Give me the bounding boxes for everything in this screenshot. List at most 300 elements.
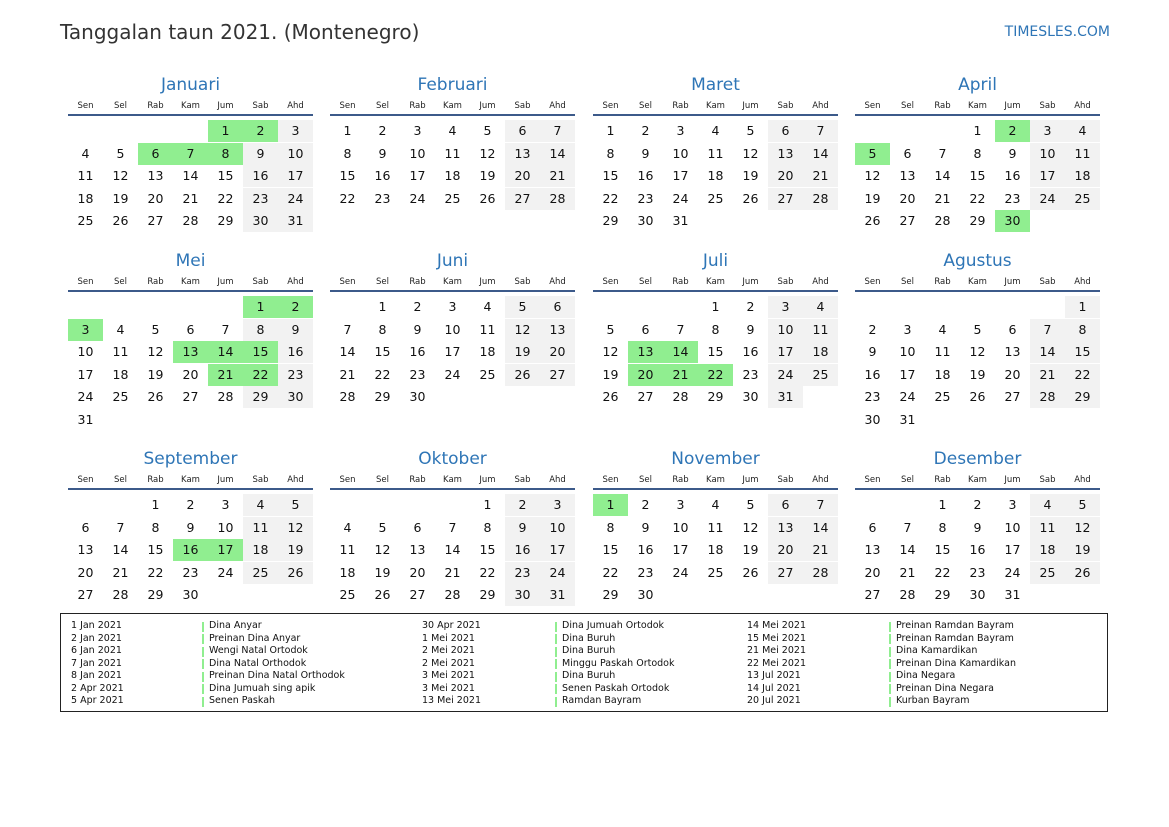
- day-cell: 31: [540, 584, 575, 606]
- weekday-header: Jum: [1004, 101, 1021, 111]
- holiday-name: Senen Paskah: [209, 695, 276, 706]
- holiday-marker: [889, 634, 891, 644]
- weekday-header: Sab: [1039, 475, 1056, 485]
- day-cell: 18: [707, 168, 724, 183]
- holiday-row: [61, 645, 1107, 658]
- month-maret: [593, 74, 838, 274]
- weekday-header: Ahd: [549, 277, 566, 287]
- month-title: Mei: [175, 251, 206, 271]
- day-cell: 23: [1004, 190, 1021, 206]
- day-cell: 25: [1065, 188, 1100, 210]
- day-cell: 3: [278, 120, 313, 142]
- day-cell: 1: [938, 497, 947, 512]
- day-cell: 16: [278, 341, 313, 363]
- day-cell: 23: [409, 366, 426, 382]
- header-divider: [855, 114, 1100, 116]
- day-cell: 6: [186, 321, 195, 337]
- day-cell: 4: [1030, 494, 1065, 516]
- weekday-header: Sen: [864, 277, 881, 287]
- header-divider: [593, 290, 838, 292]
- weekday-header: Jum: [479, 475, 496, 485]
- day-cell: 5: [378, 519, 387, 535]
- day-cell: 19: [602, 366, 619, 382]
- day-cell: 3: [540, 494, 575, 516]
- day-cell: 15: [602, 168, 619, 183]
- month-title: Juni: [436, 251, 469, 271]
- month-januari: [68, 74, 313, 274]
- day-cell: 30: [637, 213, 654, 228]
- day-cell: 30: [742, 389, 759, 404]
- day-cell: 15: [339, 168, 356, 183]
- day-cell: 31: [1004, 587, 1021, 602]
- day-cell: 27: [182, 389, 199, 404]
- day-cell: 12: [742, 519, 759, 535]
- holiday-name: Dina Anyar: [209, 620, 262, 631]
- day-cell: 4: [116, 321, 125, 337]
- day-cell: 11: [707, 519, 724, 535]
- day-cell: 27: [505, 188, 540, 210]
- day-cell: 20: [864, 564, 881, 580]
- day-cell: 5: [151, 321, 160, 337]
- day-cell: 12: [278, 517, 313, 539]
- day-cell: 14: [112, 542, 129, 557]
- day-cell: 31: [899, 411, 916, 427]
- weekday-header: Sen: [77, 101, 94, 111]
- day-cell: 11: [339, 542, 356, 557]
- day-cell: 17: [672, 168, 689, 183]
- day-cell: 29: [217, 213, 234, 228]
- day-cell: 13: [768, 143, 803, 165]
- day-cell: 20: [77, 564, 94, 580]
- holiday-date: 14 Jul 2021: [747, 682, 801, 694]
- day-cell: 29: [243, 386, 278, 408]
- day-cell: 28: [672, 389, 689, 404]
- weekday-header: Kam: [443, 475, 462, 485]
- day-cell: 16: [864, 366, 881, 382]
- day-cell: 8: [343, 145, 352, 161]
- header-divider: [330, 114, 575, 116]
- day-cell: 20: [409, 564, 426, 580]
- day-cell: 26: [278, 562, 313, 584]
- holiday-row: [61, 683, 1107, 696]
- day-cell: 24: [672, 190, 689, 206]
- day-cell: 7: [676, 321, 685, 337]
- day-cell: 4: [81, 145, 90, 161]
- weekday-header: Jum: [1004, 277, 1021, 287]
- day-cell: 15: [479, 542, 496, 557]
- day-cell: 12: [969, 344, 986, 359]
- weekday-header: Rab: [147, 277, 164, 287]
- day-cell: 1: [483, 497, 492, 512]
- day-cell: 6: [641, 321, 650, 337]
- day-cell: 15: [969, 168, 986, 183]
- day-cell: 14: [444, 542, 461, 557]
- weekday-header: Rab: [409, 277, 426, 287]
- holiday-date: 2 Apr 2021: [71, 682, 124, 694]
- day-cell: 3: [676, 123, 685, 138]
- day-cell: 13: [409, 542, 426, 557]
- weekday-header: Sen: [864, 475, 881, 485]
- weekday-header: Sel: [114, 475, 127, 485]
- day-cell: 25: [934, 389, 951, 404]
- day-cell: 21: [444, 564, 461, 580]
- day-cell: 20: [768, 539, 803, 561]
- day-cell: 23: [742, 366, 759, 382]
- holiday-day-cell: 1: [243, 296, 278, 318]
- day-cell: 9: [868, 344, 877, 359]
- weekday-header: Jum: [742, 101, 759, 111]
- holiday-name: Preinan Dina Negara: [896, 682, 994, 694]
- day-cell: 29: [602, 587, 619, 602]
- day-cell: 4: [938, 321, 947, 337]
- holiday-day-cell: 13: [173, 341, 208, 363]
- day-cell: 15: [147, 542, 164, 557]
- day-cell: 15: [374, 344, 391, 359]
- day-cell: 29: [969, 213, 986, 228]
- day-cell: 5: [278, 494, 313, 516]
- weekday-header: Ahd: [812, 475, 829, 485]
- day-cell: 19: [742, 168, 759, 183]
- day-cell: 2: [973, 497, 982, 512]
- weekday-header: Sen: [602, 475, 619, 485]
- day-cell: 7: [221, 321, 230, 337]
- holiday-date: 1 Jan 2021: [71, 620, 122, 631]
- day-cell: 28: [803, 562, 838, 584]
- day-cell: 21: [112, 564, 129, 580]
- weekday-header: Kam: [443, 101, 462, 111]
- day-cell: 30: [637, 587, 654, 602]
- day-cell: 7: [116, 519, 125, 535]
- holiday-row: [61, 633, 1107, 646]
- weekday-header: Sen: [602, 101, 619, 111]
- day-cell: 24: [768, 364, 803, 386]
- month-juli: [593, 250, 838, 450]
- site-link[interactable]: TIMESLES.COM: [1004, 24, 1110, 40]
- day-cell: 5: [746, 497, 755, 512]
- weekday-header: Jum: [217, 277, 234, 287]
- day-cell: 6: [903, 145, 912, 161]
- day-cell: 23: [637, 564, 654, 580]
- weekday-header: Sen: [77, 277, 94, 287]
- day-cell: 14: [803, 517, 838, 539]
- header-divider: [855, 488, 1100, 490]
- day-cell: 28: [934, 213, 951, 228]
- day-cell: 8: [243, 319, 278, 341]
- holiday-date: 30 Apr 2021: [422, 620, 481, 631]
- day-cell: 11: [444, 145, 461, 161]
- day-cell: 7: [343, 321, 352, 337]
- weekday-header: Sel: [639, 475, 652, 485]
- weekday-header: Sab: [1039, 277, 1056, 287]
- holiday-name: Preinan Dina Anyar: [209, 632, 301, 644]
- day-cell: 10: [1004, 519, 1021, 535]
- day-cell: 12: [112, 168, 129, 183]
- day-cell: 12: [864, 168, 881, 183]
- day-cell: 22: [934, 564, 951, 580]
- holiday-date: 8 Jan 2021: [71, 670, 122, 681]
- day-cell: 26: [864, 213, 881, 228]
- day-cell: 28: [899, 587, 916, 602]
- holiday-day-cell: 2: [278, 296, 313, 318]
- holiday-name: Dina Buruh: [562, 632, 616, 644]
- weekday-header: Rab: [409, 475, 426, 485]
- day-cell: 6: [768, 120, 803, 142]
- weekday-header: Ahd: [549, 101, 566, 111]
- weekday-header: Sen: [339, 101, 356, 111]
- day-cell: 23: [374, 190, 391, 206]
- weekday-header: Sab: [514, 101, 531, 111]
- holiday-date: 22 Mei 2021: [747, 657, 806, 669]
- day-cell: 27: [768, 562, 803, 584]
- holiday-date: 14 Mei 2021: [747, 620, 806, 631]
- day-cell: 19: [969, 366, 986, 382]
- weekday-header: Sel: [114, 277, 127, 287]
- holiday-name: Kurban Bayram: [896, 695, 970, 706]
- day-cell: 8: [606, 145, 615, 161]
- day-cell: 20: [540, 341, 575, 363]
- day-cell: 21: [803, 539, 838, 561]
- day-cell: 13: [505, 143, 540, 165]
- weekday-header: Sel: [901, 277, 914, 287]
- day-cell: 16: [409, 344, 426, 359]
- holiday-date: 6 Jan 2021: [71, 645, 122, 656]
- day-cell: 17: [768, 341, 803, 363]
- weekday-header: Sab: [252, 277, 269, 287]
- day-cell: 11: [1030, 517, 1065, 539]
- day-cell: 22: [147, 564, 164, 580]
- day-cell: 9: [243, 143, 278, 165]
- weekday-header: Sel: [901, 475, 914, 485]
- day-cell: 15: [217, 168, 234, 183]
- holiday-day-cell: 17: [208, 539, 243, 561]
- month-februari: [330, 74, 575, 274]
- day-cell: 5: [116, 145, 125, 161]
- holiday-day-cell: 30: [995, 210, 1030, 232]
- holiday-name: Minggu Paskah Ortodok: [562, 657, 675, 669]
- holiday-row: [61, 695, 1107, 708]
- month-april: [855, 74, 1100, 274]
- day-cell: 2: [378, 123, 387, 138]
- day-cell: 10: [1030, 143, 1065, 165]
- day-cell: 27: [409, 587, 426, 602]
- day-cell: 10: [409, 145, 426, 161]
- month-title: Februari: [417, 75, 488, 95]
- month-juni: [330, 250, 575, 450]
- holiday-name: Dina Buruh: [562, 645, 616, 656]
- day-cell: 25: [444, 190, 461, 206]
- day-cell: 17: [1004, 542, 1021, 557]
- day-cell: 19: [505, 341, 540, 363]
- weekday-header: Sen: [339, 277, 356, 287]
- holiday-marker: [889, 697, 891, 707]
- day-cell: 26: [112, 213, 129, 228]
- day-cell: 14: [1030, 341, 1065, 363]
- day-cell: 8: [711, 321, 720, 337]
- holiday-date: 20 Jul 2021: [747, 695, 801, 706]
- header-divider: [68, 488, 313, 490]
- day-cell: 11: [479, 321, 496, 337]
- day-cell: 30: [864, 411, 881, 427]
- day-cell: 28: [1030, 386, 1065, 408]
- weekday-header: Kam: [181, 101, 200, 111]
- day-cell: 8: [151, 519, 160, 535]
- holiday-day-cell: 1: [208, 120, 243, 142]
- day-cell: 13: [899, 168, 916, 183]
- holiday-date: 13 Jul 2021: [747, 670, 801, 681]
- day-cell: 12: [479, 145, 496, 161]
- day-cell: 17: [409, 168, 426, 183]
- weekday-header: Kam: [706, 475, 725, 485]
- day-cell: 15: [707, 344, 724, 359]
- day-cell: 24: [444, 366, 461, 382]
- day-cell: 7: [803, 120, 838, 142]
- day-cell: 7: [803, 494, 838, 516]
- day-cell: 24: [409, 190, 426, 206]
- holiday-date: 15 Mei 2021: [747, 632, 806, 644]
- day-cell: 13: [540, 319, 575, 341]
- day-cell: 30: [182, 587, 199, 602]
- day-cell: 19: [742, 542, 759, 557]
- day-cell: 1: [378, 299, 387, 314]
- month-agustus: [855, 250, 1100, 450]
- weekday-header: Ahd: [549, 475, 566, 485]
- day-cell: 10: [540, 517, 575, 539]
- day-cell: 30: [243, 210, 278, 232]
- day-cell: 2: [641, 123, 650, 138]
- day-cell: 29: [934, 587, 951, 602]
- day-cell: 27: [540, 364, 575, 386]
- day-cell: 8: [378, 321, 387, 337]
- holiday-day-cell: 8: [208, 143, 243, 165]
- day-cell: 22: [1065, 364, 1100, 386]
- weekday-header: Kam: [181, 475, 200, 485]
- day-cell: 19: [374, 564, 391, 580]
- weekday-header: Sel: [376, 277, 389, 287]
- holiday-day-cell: 22: [698, 364, 733, 386]
- day-cell: 23: [637, 190, 654, 206]
- day-cell: 15: [934, 542, 951, 557]
- day-cell: 17: [540, 539, 575, 561]
- day-cell: 1: [973, 123, 982, 138]
- holiday-name: Dina Negara: [896, 670, 956, 681]
- day-cell: 11: [112, 344, 129, 359]
- day-cell: 22: [602, 190, 619, 206]
- day-cell: 2: [641, 497, 650, 512]
- holiday-day-cell: 1: [593, 494, 628, 516]
- day-cell: 15: [1065, 341, 1100, 363]
- day-cell: 2: [505, 494, 540, 516]
- day-cell: 24: [899, 389, 916, 404]
- day-cell: 18: [243, 539, 278, 561]
- day-cell: 3: [413, 123, 422, 138]
- weekday-header: Sab: [514, 277, 531, 287]
- holiday-date: 2 Jan 2021: [71, 632, 122, 644]
- weekday-header: Sen: [77, 475, 94, 485]
- day-cell: 12: [374, 542, 391, 557]
- day-cell: 10: [217, 519, 234, 535]
- day-cell: 5: [973, 321, 982, 337]
- weekday-header: Rab: [672, 277, 689, 287]
- day-cell: 2: [186, 497, 195, 512]
- day-cell: 28: [217, 389, 234, 404]
- day-cell: 10: [672, 519, 689, 535]
- holiday-date: 13 Mei 2021: [422, 695, 481, 706]
- day-cell: 4: [448, 123, 457, 138]
- day-cell: 3: [768, 296, 803, 318]
- day-cell: 16: [1004, 168, 1021, 183]
- day-cell: 6: [1008, 321, 1017, 337]
- day-cell: 30: [409, 389, 426, 404]
- day-cell: 23: [243, 188, 278, 210]
- day-cell: 27: [899, 213, 916, 228]
- day-cell: 18: [112, 366, 129, 382]
- day-cell: 23: [505, 562, 540, 584]
- day-cell: 19: [112, 190, 129, 206]
- month-title: April: [958, 75, 997, 95]
- day-cell: 4: [243, 494, 278, 516]
- day-cell: 22: [479, 564, 496, 580]
- day-cell: 21: [899, 564, 916, 580]
- day-cell: 11: [803, 319, 838, 341]
- day-cell: 25: [77, 213, 94, 228]
- day-cell: 3: [676, 497, 685, 512]
- day-cell: 16: [505, 539, 540, 561]
- day-cell: 6: [81, 519, 90, 535]
- day-cell: 21: [934, 190, 951, 206]
- weekday-header: Rab: [934, 475, 951, 485]
- day-cell: 22: [602, 564, 619, 580]
- day-cell: 23: [278, 364, 313, 386]
- day-cell: 5: [505, 296, 540, 318]
- day-cell: 5: [483, 123, 492, 138]
- weekday-header: Ahd: [1074, 277, 1091, 287]
- day-cell: 2: [868, 321, 877, 337]
- day-cell: 7: [903, 519, 912, 535]
- day-cell: 13: [768, 517, 803, 539]
- day-cell: 1: [343, 123, 352, 138]
- holiday-name: Preinan Dina Kamardikan: [896, 657, 1016, 669]
- month-title: Januari: [160, 75, 221, 95]
- day-cell: 3: [1008, 497, 1017, 512]
- holiday-name: Dina Natal Orthodok: [209, 657, 307, 669]
- day-cell: 29: [1065, 386, 1100, 408]
- day-cell: 6: [768, 494, 803, 516]
- day-cell: 8: [973, 145, 982, 161]
- holiday-day-cell: 6: [138, 143, 173, 165]
- day-cell: 18: [707, 542, 724, 557]
- holiday-row: [61, 620, 1107, 633]
- day-cell: 29: [479, 587, 496, 602]
- day-cell: 18: [77, 190, 94, 206]
- day-cell: 22: [217, 190, 234, 206]
- day-cell: 30: [505, 584, 540, 606]
- weekday-header: Jum: [217, 475, 234, 485]
- day-cell: 8: [938, 519, 947, 535]
- day-cell: 5: [746, 123, 755, 138]
- weekday-header: Rab: [409, 101, 426, 111]
- weekday-header: Jum: [479, 101, 496, 111]
- holiday-row: [61, 658, 1107, 671]
- day-cell: 26: [602, 389, 619, 404]
- weekday-header: Sel: [376, 101, 389, 111]
- day-cell: 17: [899, 366, 916, 382]
- day-cell: 28: [182, 213, 199, 228]
- day-cell: 10: [899, 344, 916, 359]
- day-cell: 8: [483, 519, 492, 535]
- day-cell: 11: [1065, 143, 1100, 165]
- day-cell: 20: [147, 190, 164, 206]
- weekday-header: Sel: [639, 101, 652, 111]
